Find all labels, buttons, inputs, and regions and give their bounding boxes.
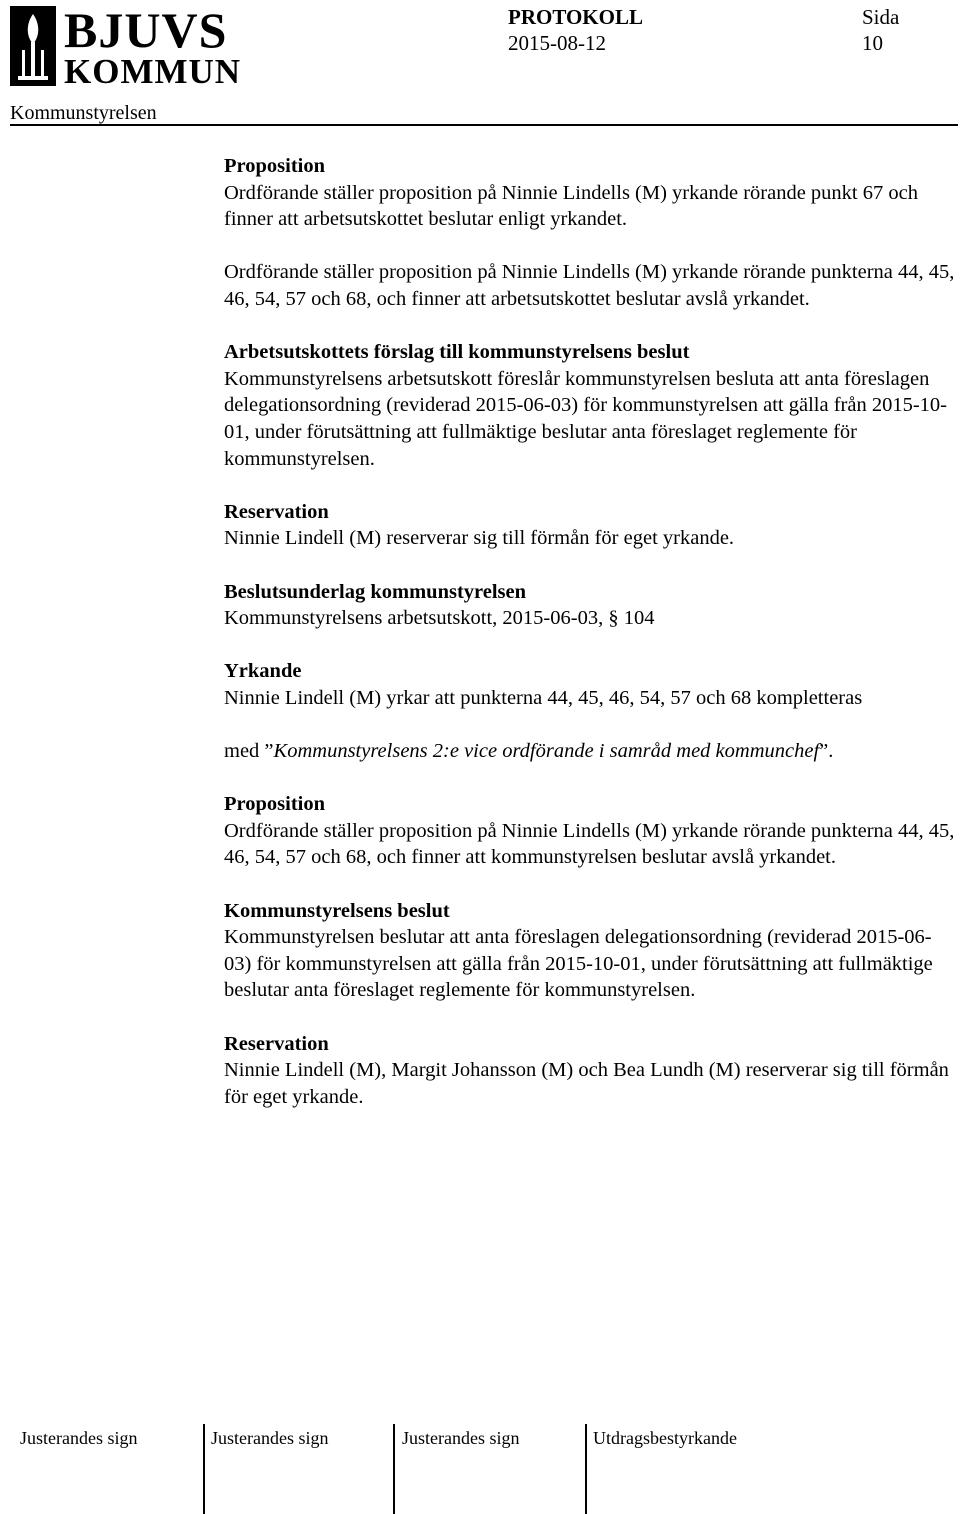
section-paragraph: Kommunstyrelsens arbetsutskott, 2015-06-03, § 104 [224, 607, 655, 630]
section-reservation-1 [224, 499, 958, 552]
section-heading: Proposition [224, 793, 325, 816]
department-name: Kommunstyrelsen [10, 102, 157, 124]
document-date: 2015-08-12 [508, 31, 606, 55]
section-heading: Beslutsunderlag kommunstyrelsen [224, 580, 527, 603]
minutes-body [224, 153, 958, 1137]
section-heading: Kommunstyrelsens beslut [224, 899, 450, 922]
signature-label: Justerandes sign [402, 1428, 520, 1448]
section-paragraph: Ordförande ställer proposition på Ninnie Lindells (M) yrkande rörande punkterna 44, 45, 46, 54, 57 och 68, och finner att kommunstyrelsen beslutar avslå yrkandet. [224, 819, 955, 869]
yrkande-line-2 [224, 738, 958, 765]
section-proposition-1 [224, 153, 958, 313]
signature-label: Justerandes sign [211, 1428, 329, 1448]
bjuvs-kommun-logo [10, 2, 250, 91]
signature-label: Utdragsbestyrkande [593, 1428, 737, 1448]
section-paragraph: Ninnie Lindell (M) reserverar sig till förmån för eget yrkande. [224, 527, 735, 550]
signature-footer [0, 1424, 960, 1514]
document-type: PROTOKOLL [508, 5, 643, 29]
section-beslutsunderlag [224, 579, 958, 632]
signature-label: Justerandes sign [20, 1428, 138, 1448]
page-label: Sida [862, 5, 900, 29]
section-paragraph: Ordförande ställer proposition på Ninnie Lindells (M) yrkande rörande punkt 67 och finner att arbetsutskottet beslutar enligt yrkandet. [224, 181, 918, 231]
section-ks-beslut [224, 898, 958, 1004]
section-reservation-2 [224, 1031, 958, 1111]
yrkande-quote-close: ”. [819, 740, 834, 763]
section-au-forslag [224, 339, 958, 472]
logo-text-kommun: KOMMUN [64, 52, 242, 91]
signature-divider [585, 1424, 587, 1514]
section-heading: Proposition [224, 155, 325, 177]
municipality-emblem-icon [10, 6, 56, 86]
section-paragraph: Kommunstyrelsen beslutar att anta föreslagen delegationsordning (reviderad 2015-06-03) för kommunstyrelsen att gälla från 2015-10-01, under förutsättning att fullmäktige beslutar anta föreslaget reglemente för kommunstyrelsen. [224, 926, 933, 1002]
section-yrkande [224, 658, 958, 764]
page-number: 10 [862, 31, 883, 55]
header-divider [10, 124, 958, 126]
section-paragraph: Ninnie Lindell (M), Margit Johansson (M) och Bea Lundh (M) reserverar sig till förmån för eget yrkande. [224, 1059, 949, 1108]
section-heading: Arbetsutskottets förslag till kommunstyrelsens beslut [224, 341, 690, 364]
yrkande-quoted-text: Kommunstyrelsens 2:e vice ordförande i samråd med kommunchef [273, 740, 820, 763]
section-proposition-2 [224, 791, 958, 871]
signature-divider [203, 1424, 205, 1514]
yrkande-line-1: Ninnie Lindell (M) yrkar att punkterna 44, 45, 46, 54, 57 och 68 kompletteras [224, 686, 863, 709]
section-heading: Yrkande [224, 660, 302, 683]
section-heading: Reservation [224, 500, 329, 523]
yrkande-quote-open: med ” [224, 740, 274, 763]
section-paragraph: Kommunstyrelsens arbetsutskott föreslår kommunstyrelsen besluta att anta föreslagen delegationsordning (reviderad 2015-06-03) för kommunstyrelsen att gälla från 2015-10-01, under förutsättning att fullmäktige beslutar anta föreslaget reglemente för kommunstyrelsen. [224, 367, 947, 470]
logo-text-bjuvs: BJUVS [64, 2, 228, 58]
section-heading: Reservation [224, 1032, 329, 1055]
signature-divider [393, 1424, 395, 1514]
section-paragraph: Ordförande ställer proposition på Ninnie Lindells (M) yrkande rörande punkterna 44, 45, 46, 54, 57 och 68, och finner att arbetsutskottet beslutar avslå yrkandet. [224, 261, 955, 310]
